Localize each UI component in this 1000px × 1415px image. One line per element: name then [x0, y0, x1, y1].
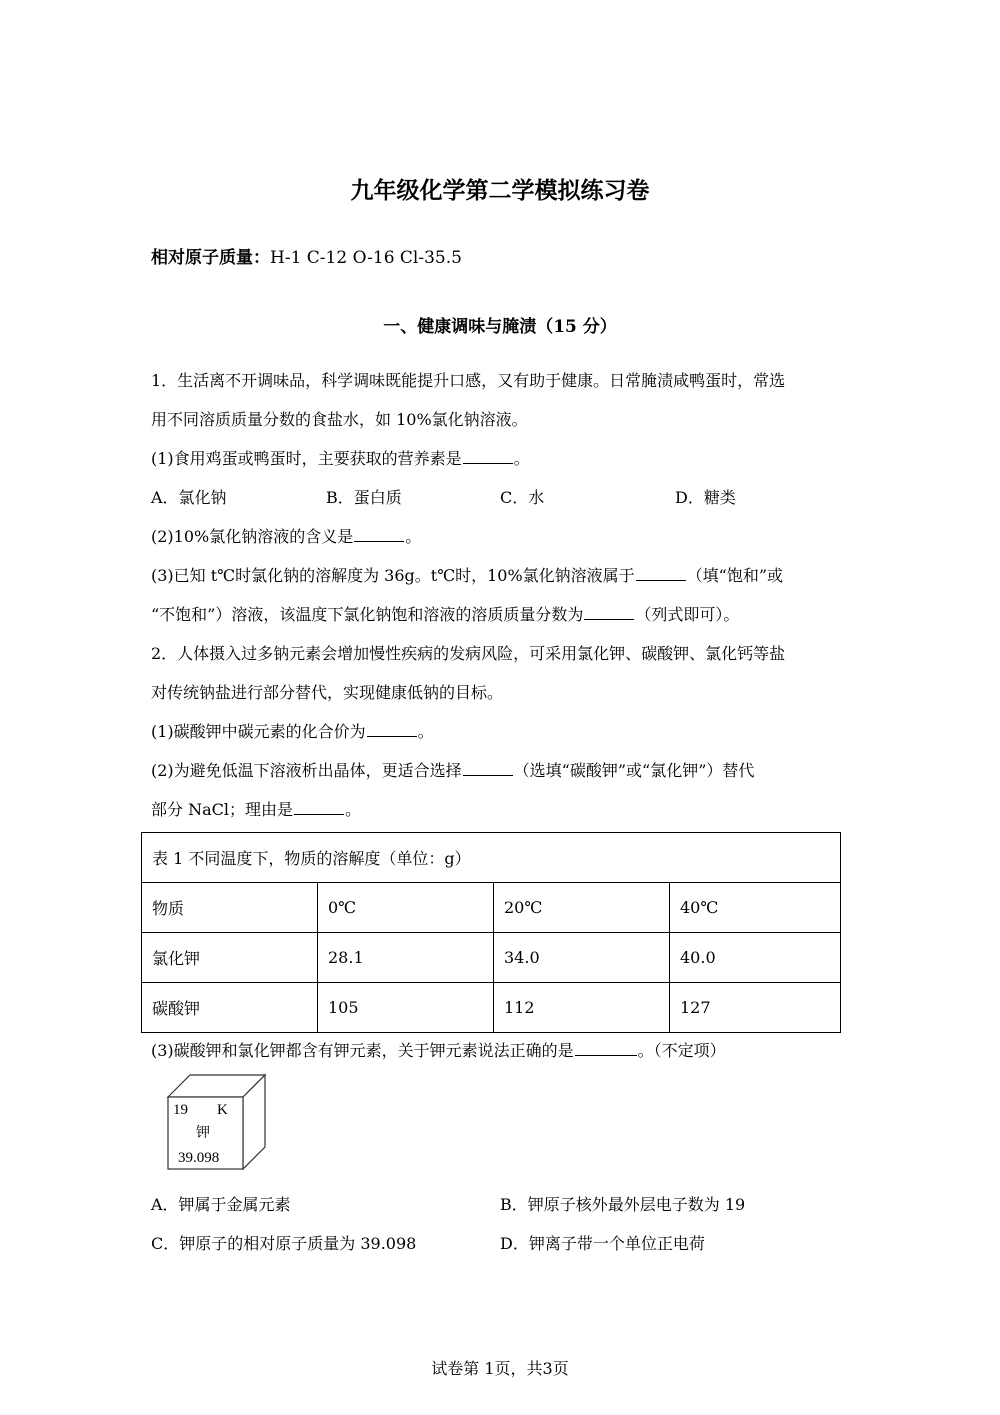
q2-part1 [151, 719, 434, 742]
table-cell: 34.0 [494, 933, 670, 983]
q1-part3-text-c: “不饱和”）溶液，该温度下氯化钠饱和溶液的溶质质量分数为 [151, 605, 584, 624]
page-title: 九年级化学第二学模拟练习卷 [350, 177, 650, 204]
q2-option-c: C．钾原子的相对原子质量为 39.098 [151, 1234, 417, 1253]
q2-stem-line1: 2．人体摄入过多钠元素会增加慢性疾病的发病风险，可采用氯化钾、碳酸钾、氯化钙等盐 [151, 644, 786, 663]
q1-part1-text: (1)食用鸡蛋或鸭蛋时，主要获取的营养素是 [151, 449, 462, 468]
q1-part3-line2 [151, 602, 739, 625]
q1-stem-line2: 用不同溶质质量分数的食盐水，如 10%氯化钠溶液。 [151, 410, 528, 429]
answer-blank[interactable] [584, 605, 634, 620]
q2-option-d: D．钾离子带一个单位正电荷 [500, 1234, 705, 1253]
q2-part2-line1 [151, 758, 754, 781]
q1-option-c: C．水 [500, 488, 545, 507]
q1-option-b: B．蛋白质 [326, 488, 402, 507]
q2-option-b: B．钾原子核外最外层电子数为 19 [500, 1195, 746, 1214]
table-caption: 表 1 不同温度下，物质的溶解度（单位：g） [142, 833, 841, 883]
page-footer: 试卷第 1页，共3页 [431, 1359, 569, 1378]
q1-part3-line1 [151, 563, 783, 586]
table-caption-row [142, 833, 841, 883]
atomic-masses [151, 243, 462, 268]
table-cell: 105 [318, 983, 494, 1033]
element-symbol: K [217, 1102, 228, 1118]
element-mass: 39.098 [178, 1150, 220, 1166]
q2-part2-text-a: (2)为避免低温下溶液析出晶体，更适合选择 [151, 761, 462, 780]
table-header: 40℃ [670, 883, 841, 933]
answer-blank[interactable] [575, 1041, 637, 1056]
answer-blank[interactable] [354, 527, 404, 542]
solubility-table [141, 832, 841, 1033]
table-header: 0℃ [318, 883, 494, 933]
q2-part1-end: 。 [417, 722, 434, 741]
answer-blank[interactable] [367, 722, 417, 737]
q1-part3-text-b: （填“饱和”或 [686, 566, 784, 585]
table-row [142, 933, 841, 983]
q1-part2-text: (2)10%氯化钠溶液的含义是 [151, 527, 354, 546]
q1-part3-text-a: (3)已知 t℃时氯化钠的溶解度为 36g。t℃时，10%氯化钠溶液属于 [151, 566, 635, 585]
q2-part1-text: (1)碳酸钾中碳元素的化合价为 [151, 722, 366, 741]
section-heading: 一、健康调味与腌渍（15 分） [383, 317, 617, 337]
table-cell: 40.0 [670, 933, 841, 983]
q2-part2-text-c: 部分 NaCl；理由是 [151, 800, 293, 819]
table-cell: 氯化钾 [142, 933, 318, 983]
q1-part2-end: 。 [405, 527, 422, 546]
table-cell: 127 [670, 983, 841, 1033]
table-row [142, 983, 841, 1033]
q1-part1 [151, 446, 530, 469]
atomic-masses-values: H-1 C-12 O-16 Cl-35.5 [270, 248, 462, 268]
answer-blank[interactable] [463, 761, 513, 776]
q1-part2 [151, 524, 421, 547]
q1-part3-text-d: （列式即可）。 [635, 605, 740, 624]
answer-blank[interactable] [463, 449, 513, 464]
table-cell: 碳酸钾 [142, 983, 318, 1033]
q2-part2-end: 。 [345, 800, 362, 819]
q2-stem-line2: 对传统钠盐进行部分替代，实现健康低钠的目标。 [151, 683, 504, 702]
q1-option-d: D．糖类 [675, 488, 736, 507]
q2-part3-text: (3)碳酸钾和氯化钾都含有钾元素，关于钾元素说法正确的是 [151, 1041, 574, 1060]
table-cell: 28.1 [318, 933, 494, 983]
q2-part2-line2 [151, 797, 361, 820]
answer-blank[interactable] [294, 800, 344, 815]
q2-part3-end: 。（不定项） [637, 1041, 726, 1060]
atomic-masses-label: 相对原子质量： [151, 248, 270, 268]
q1-stem-line1: 1．生活离不开调味品，科学调味既能提升口感，又有助于健康。日常腌渍咸鸭蛋时，常选 [151, 371, 786, 390]
answer-blank[interactable] [636, 566, 686, 581]
table-cell: 112 [494, 983, 670, 1033]
table-header: 20℃ [494, 883, 670, 933]
q2-part3 [151, 1038, 726, 1061]
q2-option-a: A．钾属于金属元素 [151, 1195, 291, 1214]
element-number: 19 [173, 1102, 188, 1118]
q1-option-a: A．氯化钠 [151, 488, 227, 507]
table-header-row [142, 883, 841, 933]
q2-part2-text-b: （选填“碳酸钾”或“氯化钾”）替代 [513, 761, 755, 780]
q1-part1-end: 。 [513, 449, 530, 468]
table-header: 物质 [142, 883, 318, 933]
potassium-element-card [165, 1072, 270, 1172]
element-name: 钾 [196, 1125, 210, 1141]
